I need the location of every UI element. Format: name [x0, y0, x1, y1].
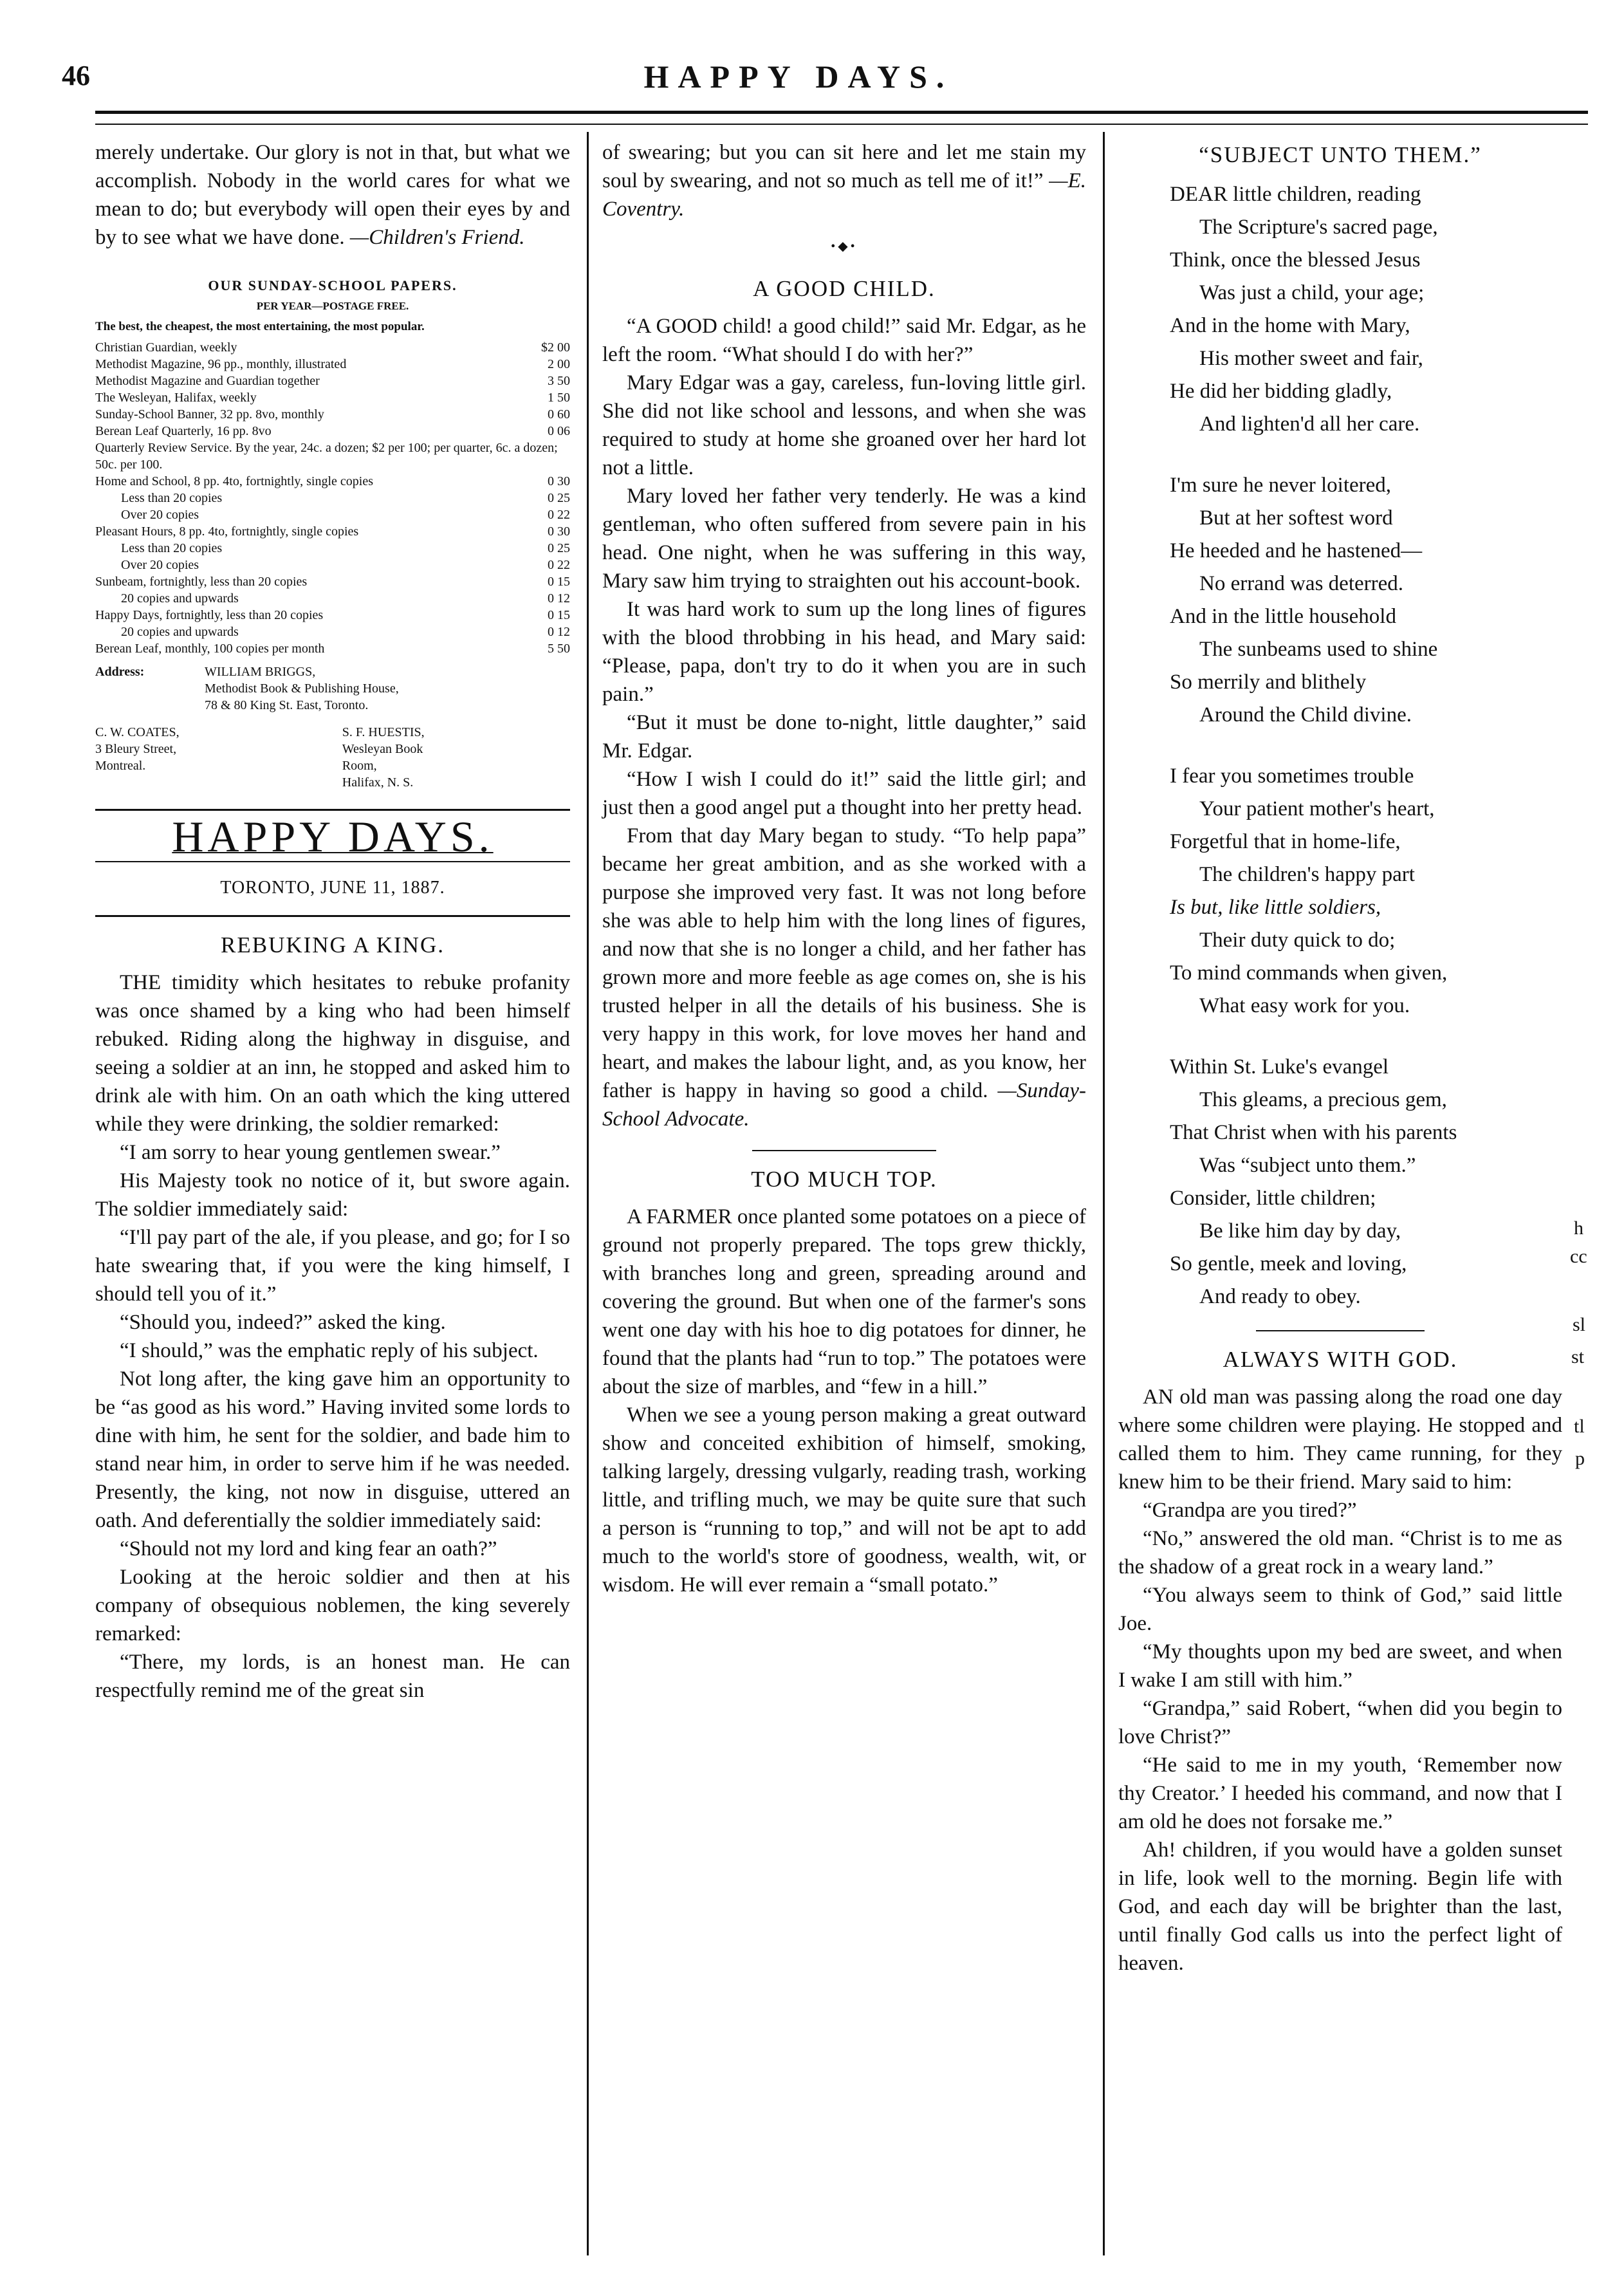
price-row: Sunbeam, fortnightly, less than 20 copies 0 15: [95, 575, 570, 589]
article-paragraph: “A GOOD child! a good child!” said Mr. Edgar, as he left the room. “What should I do with her?”: [602, 315, 1086, 366]
article-paragraph: “I should,” was the emphatic reply of his subject.: [120, 1339, 539, 1362]
price-row: Over 20 copies 0 22: [121, 508, 570, 522]
poem-line: This gleams, a precious gem,: [1199, 1088, 1447, 1111]
article-paragraph: When we see a young person making a great outward show and conceited exhibition of himself, smoking, talking largely, dressing vulgarly, reading trash, working little, and trifling much, we may be quite sure that such a person is “running to top,” and will not be apt to add much to the world's store of goodness, wealth, wit, or wisdom. He will ever remain a “small potato.”: [602, 1403, 1086, 1597]
article-paragraph: His Majesty took no notice of it, but swore again. The soldier immediately said:: [95, 1169, 570, 1221]
article-paragraph: Ah! children, if you would have a golden sunset in life, look well to the morning. Begin life with God, and each day will be brighter than the last, until finally God calls us into the perfect light of heaven.: [1118, 1838, 1562, 1975]
poem-line: Your patient mother's heart,: [1199, 797, 1435, 820]
poem-line: And in the home with Mary,: [1170, 314, 1410, 337]
poem-line: To mind commands when given,: [1170, 961, 1448, 985]
poem-title: “SUBJECT UNTO THEM.”: [1199, 142, 1482, 167]
poem-line: The Scripture's sacred page,: [1199, 216, 1438, 239]
price-row: Berean Leaf Quarterly, 16 pp. 8vo 0 06: [95, 424, 570, 438]
price-row: Methodist Magazine, 96 pp., monthly, illustrated 2 00: [95, 357, 570, 371]
poem-stanza: [1170, 760, 1562, 1023]
section-rule: [752, 1150, 936, 1151]
price-row: Home and School, 8 pp. 4to, fortnightly, single copies 0 30: [95, 474, 570, 488]
poem-line: That Christ when with his parents: [1170, 1121, 1457, 1144]
price-row: Less than 20 copies 0 25: [121, 541, 570, 555]
header-rule-thin: [95, 124, 1588, 125]
article-heading-always-with-god: ALWAYS WITH GOD.: [1223, 1347, 1458, 1372]
poem-line: The children's happy part: [1199, 863, 1415, 886]
article-paragraph: From that day Mary began to study. “To help papa” became her great ambition, and as she worked with a purpose she improved very fast. It was not long before she was able to help him with the long lines of figures, and now that she is no longer a child, and her father has grown more and more feeble as age comes on, she is his trusted helper in all the details of his business. She is very happy in this work, for love moves her hand and heart, and makes the labour light, and, as you know, her father is happy in having so good a child. —Sunday-School Advocate.: [602, 824, 1087, 1131]
column-3: [1118, 138, 1562, 1977]
poem-line: His mother sweet and fair,: [1199, 347, 1423, 370]
poem-line: So merrily and blithely: [1170, 671, 1367, 694]
article-heading-rebuking-a-king: REBUKING A KING.: [221, 932, 445, 958]
article-paragraph: “But it must be done to-night, little daughter,” said Mr. Edgar.: [602, 711, 1086, 763]
papers-subtitle: PER YEAR—POSTAGE FREE.: [256, 300, 409, 312]
article-paragraph: AN old man was passing along the road one day where some children were playing. He stopped and called them to him. They came running, for they knew him to be their friend. Mary said to him:: [1118, 1385, 1562, 1494]
good-child-attribution: —Sunday-School Advocate.: [602, 1079, 1087, 1131]
price-row: Less than 20 copies 0 25: [121, 491, 570, 505]
article-paragraph: “How I wish I could do it!” said the little girl; and just then a good angel put a thought into her pretty head.: [602, 768, 1086, 819]
article-paragraph: “Should you, indeed?” asked the king.: [120, 1311, 446, 1334]
poem-line: Was just a child, your age;: [1199, 281, 1425, 304]
article-paragraph: “Grandpa are you tired?”: [1143, 1499, 1357, 1522]
poem-line: Is but, like little soldiers,: [1170, 896, 1381, 919]
poem-line: He heeded and he hastened—: [1170, 539, 1423, 562]
poem-stanza: [1170, 178, 1562, 441]
article-paragraph: Mary loved her father very tenderly. He was a kind gentleman, who often suffered from severe pain in his head. One night, when he was suffering in this way, Mary saw him trying to straighten out his account-book.: [602, 485, 1086, 593]
intro-attribution: —Children's Friend.: [349, 226, 525, 249]
price-row: Christian Guardian, weekly $2 00: [95, 340, 570, 355]
continuation-paragraph: of swearing; but you can sit here and let me stain my soul by swearing, and not so much as tell me of it!” —E. Coventry.: [602, 141, 1087, 221]
article-paragraph: “You always seem to think of God,” said little Joe.: [1118, 1584, 1562, 1635]
article-paragraph: A FARMER once planted some potatoes on a piece of ground not properly prepared. The tops grew thickly, with branches long and green, spreading around and covering the ground. But when one of the farmer's sons went one day with his hoe to dig potatoes for dinner, he found that the plants had “run to top.” The potatoes were about the size of marbles, and “few in a hill.”: [602, 1205, 1086, 1398]
article-paragraph: It was hard work to sum up the long lines of figures with the blood throbbing in his head, and Mary said: “Please, papa, don't try to do it when you are in such pain.”: [602, 598, 1086, 706]
poem-line: Forgetful that in home-life,: [1170, 830, 1401, 853]
article-paragraph: Mary Edgar was a gay, careless, fun-loving little girl. She did not like school and lessons, and when she was required to study at home she groaned over her hard lot not a little.: [602, 371, 1086, 479]
price-row: Happy Days, fortnightly, less than 20 copies 0 15: [95, 608, 570, 622]
price-row: Over 20 copies 0 22: [121, 558, 570, 572]
article-paragraph: “My thoughts upon my bed are sweet, and when I wake I am still with him.”: [1118, 1640, 1562, 1692]
article-paragraph: “There, my lords, is an honest man. He can respectfully remind me of the great sin: [95, 1651, 570, 1702]
masthead-box: [95, 809, 570, 917]
article-paragraph: “No,” answered the old man. “Christ is to me as the shadow of a great rock in a weary land.”: [1118, 1527, 1562, 1578]
article-paragraph: Not long after, the king gave him an opportunity to be “as good as his word.” Having invited some lords to dine with him, he sent for the soldier, and bade him to stand near him, in order to serve him if he was needed. Presently, the king, not now in disguise, uttered an oath. And deferentially the soldier immediately said:: [95, 1367, 570, 1532]
agents: [95, 724, 570, 791]
margin-fragment: cc: [1570, 1246, 1587, 1267]
article-paragraph: “Should not my lord and king fear an oath?”: [120, 1537, 497, 1560]
poem-subject-unto-them: [1118, 178, 1562, 1313]
sunday-school-papers: [95, 277, 570, 791]
intro-paragraph: merely undertake. Our glory is not in that, but what we accomplish. Nobody in the world cares for what we mean to do; but everybody will open their eyes by and by to see what we have done. —Children's Friend.: [95, 141, 570, 249]
section-ornament: •◆•: [831, 239, 858, 254]
papers-price-list: [95, 339, 570, 657]
page-number: 46: [62, 60, 90, 91]
poem-line: Around the Child divine.: [1199, 703, 1412, 727]
poem-line: Within St. Luke's evangel: [1170, 1055, 1389, 1079]
price-row: 20 copies and upwards 0 12: [121, 625, 570, 639]
poem-line: No errand was deterred.: [1199, 572, 1404, 595]
price-row: 20 copies and upwards 0 12: [121, 591, 570, 606]
column-divider-2: [1103, 132, 1105, 2255]
margin-fragment: h: [1574, 1217, 1583, 1239]
column-2: [602, 138, 1086, 1599]
papers-blurb: The best, the cheapest, the most entertaining, the most popular.: [95, 320, 425, 333]
poem-line: But at her softest word: [1199, 506, 1393, 530]
poem-stanza: [1170, 469, 1562, 732]
article-heading-a-good-child: A GOOD CHILD.: [753, 276, 936, 301]
poem-line: Their duty quick to do;: [1199, 929, 1396, 952]
poem-line: Be like him day by day,: [1199, 1219, 1401, 1243]
article-heading-too-much-top: TOO MUCH TOP.: [751, 1167, 937, 1192]
publisher-address: Address: WILLIAM BRIGGS, Methodist Book & Publishing House, 78 & 80 King St. East, Toronto.: [95, 665, 399, 712]
poem-stanza: [1170, 1051, 1562, 1313]
poem-line: So gentle, meek and loving,: [1170, 1252, 1407, 1275]
address-label: Address:: [95, 665, 145, 679]
price-row: Berean Leaf, monthly, 100 copies per month 5 50: [95, 642, 570, 656]
papers-title: OUR SUNDAY-SCHOOL PAPERS.: [208, 277, 457, 293]
poem-line: And lighten'd all her care.: [1199, 412, 1420, 436]
article-paragraph: “I am sorry to hear young gentlemen swear.”: [120, 1141, 501, 1164]
poem-line: What easy work for you.: [1199, 994, 1410, 1017]
masthead-title: HAPPY DAYS.: [172, 812, 494, 861]
continuation-attribution: —E. Coventry.: [602, 169, 1087, 221]
article-paragraph: Looking at the heroic soldier and then at his company of obsequious noblemen, the king severely remarked:: [95, 1566, 570, 1645]
column-1: [95, 138, 570, 1705]
poem-line: He did her bidding gladly,: [1170, 380, 1392, 403]
price-row: The Wesleyan, Halifax, weekly 1 50: [95, 391, 570, 405]
agent-montreal: C. W. COATES, 3 Bleury Street, Montreal.: [95, 725, 180, 773]
article-paragraph: “Grandpa,” said Robert, “when did you begin to love Christ?”: [1118, 1697, 1562, 1748]
agent-halifax: S. F. HUESTIS, Wesleyan Book Room, Halifax, N. S.: [342, 725, 425, 790]
price-row-note: Quarterly Review Service. By the year, 24c. a dozen; $2 per 100; per quarter, 6c. a dozen; 50c. per 100.: [95, 441, 558, 472]
header-rule-thick: [95, 111, 1588, 114]
poem-line: Was “subject unto them.”: [1199, 1154, 1416, 1177]
price-row: Sunday-School Banner, 32 pp. 8vo, monthly 0 60: [95, 407, 570, 421]
poem-line: DEAR little children, reading: [1170, 183, 1421, 206]
margin-fragment: p: [1575, 1448, 1585, 1469]
section-rule: [1256, 1330, 1425, 1331]
poem-line: Consider, little children;: [1170, 1187, 1376, 1210]
poem-line: I'm sure he never loitered,: [1170, 474, 1392, 497]
dateline: TORONTO, JUNE 11, 1887.: [95, 861, 570, 902]
price-row: Pleasant Hours, 8 pp. 4to, fortnightly, single copies 0 30: [95, 524, 570, 539]
margin-fragment: sl: [1573, 1314, 1586, 1335]
article-paragraph: THE timidity which hesitates to rebuke profanity was once shamed by a king who had been himself rebuked. Riding along the highway in disguise, and seeing a soldier at an inn, he stopped and asked him to drink ale with him. On an oath which the king uttered while they were drinking, the soldier remarked:: [95, 971, 570, 1136]
poem-line: I fear you sometimes trouble: [1170, 764, 1414, 788]
price-row: Methodist Magazine and Guardian together 3 50: [95, 374, 570, 388]
margin-fragment: tl: [1574, 1416, 1585, 1437]
article-paragraph: “I'll pay part of the ale, if you please, and go; for I so hate swearing that, if you were the king himself, I should tell you of it.”: [95, 1226, 570, 1306]
poem-line: The sunbeams used to shine: [1199, 638, 1438, 661]
poem-line: And in the little household: [1170, 605, 1396, 628]
poem-line: And ready to obey.: [1199, 1285, 1361, 1308]
poem-line: Think, once the blessed Jesus: [1170, 248, 1421, 272]
column-divider-1: [587, 132, 589, 2255]
margin-fragment: st: [1571, 1346, 1585, 1367]
article-paragraph: “He said to me in my youth, ‘Remember now thy Creator.’ I heeded his command, and now that I am old he does not forsake me.”: [1118, 1754, 1562, 1833]
running-title: HAPPY DAYS.: [643, 59, 954, 95]
